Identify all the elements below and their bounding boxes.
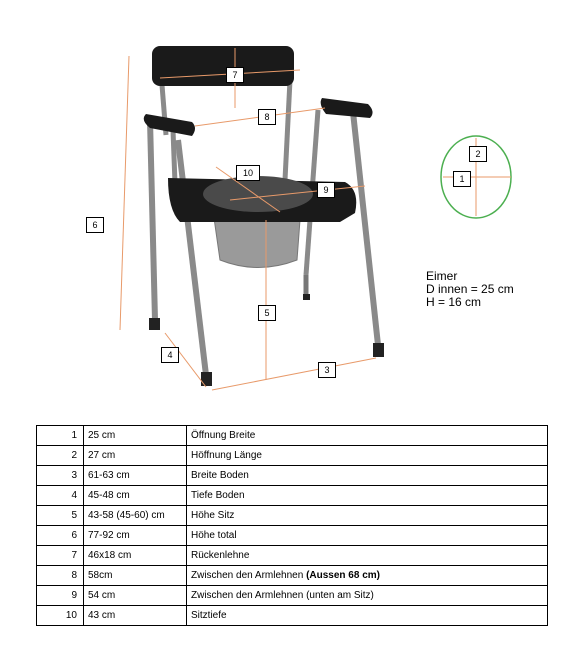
row-number: 1 — [37, 426, 84, 446]
row-description — [187, 486, 548, 506]
label-7: 7 — [226, 67, 244, 83]
leg-foot — [373, 343, 384, 357]
row-value: 54 cm — [84, 586, 187, 606]
table-row — [37, 586, 548, 606]
table-row — [37, 506, 548, 526]
label-10: 10 — [236, 165, 260, 181]
seat-opening — [203, 176, 313, 212]
label-4: 4 — [161, 347, 179, 363]
row-value: 25 cm — [84, 426, 187, 446]
label-9: 9 — [317, 182, 335, 198]
row-description-text: Zwischen den Armlehnen — [191, 569, 307, 581]
table-row — [37, 446, 548, 466]
row-value: 77-92 cm — [84, 526, 187, 546]
armrest-right — [321, 98, 373, 118]
bucket-info — [426, 270, 514, 309]
row-description — [187, 426, 548, 446]
row-number: 2 — [37, 446, 84, 466]
table-row — [37, 466, 548, 486]
row-number: 7 — [37, 546, 84, 566]
row-value: 45-48 cm — [84, 486, 187, 506]
row-description — [187, 586, 548, 606]
row-value: 58cm — [84, 566, 187, 586]
table-row — [37, 486, 548, 506]
label-3: 3 — [318, 362, 336, 378]
bucket-height: H = 16 cm — [426, 295, 482, 309]
row-description-text: Breite Boden — [191, 469, 249, 481]
bucket-title: Eimer — [426, 269, 458, 283]
row-number: 9 — [37, 586, 84, 606]
label-6: 6 — [86, 217, 104, 233]
leg-foot — [201, 372, 212, 386]
row-emphasis: (Aussen 68 cm) — [306, 569, 380, 581]
label-8: 8 — [258, 109, 276, 125]
chair-leg — [178, 140, 206, 375]
row-description — [187, 466, 548, 486]
row-description-text: Höhe Sitz — [191, 509, 235, 521]
row-number: 4 — [37, 486, 84, 506]
leg-foot — [303, 294, 310, 300]
row-value: 46x18 cm — [84, 546, 187, 566]
row-value: 43 cm — [84, 606, 187, 626]
row-value: 27 cm — [84, 446, 187, 466]
bucket-diameter: D innen = 25 cm — [426, 282, 514, 296]
row-description-text: Sitztiefe — [191, 609, 227, 621]
row-number: 3 — [37, 466, 84, 486]
table-row — [37, 566, 548, 586]
row-description — [187, 566, 548, 586]
chair-leg — [353, 112, 378, 345]
leg-foot — [149, 318, 160, 330]
row-description-text: Zwischen den Armlehnen (unten am Sitz) — [191, 589, 374, 601]
row-description-text: Tiefe Boden — [191, 489, 245, 501]
row-description — [187, 606, 548, 626]
backrest — [152, 46, 294, 86]
back-post — [285, 80, 290, 180]
label-5: 5 — [258, 305, 276, 321]
table-row — [37, 526, 548, 546]
row-value: 61-63 cm — [84, 466, 187, 486]
row-number: 8 — [37, 566, 84, 586]
chair-leg — [150, 120, 155, 320]
row-description — [187, 546, 548, 566]
row-description-text: Öffnung Breite — [191, 429, 256, 441]
row-description-text: Rückenlehne — [191, 549, 250, 561]
row-value: 43-58 (45-60) cm — [84, 506, 187, 526]
row-number: 6 — [37, 526, 84, 546]
row-description-text: Höhe total — [191, 529, 237, 541]
dimensions-table — [36, 425, 548, 626]
row-description — [187, 446, 548, 466]
row-description — [187, 506, 548, 526]
row-number: 5 — [37, 506, 84, 526]
row-number: 10 — [37, 606, 84, 626]
label-2: 2 — [469, 146, 487, 162]
table-row — [37, 426, 548, 446]
table-row — [37, 546, 548, 566]
row-description-text: Höffnung Länge — [191, 449, 262, 461]
label-1: 1 — [453, 171, 471, 187]
bucket — [214, 218, 300, 268]
table-row — [37, 606, 548, 626]
row-description — [187, 526, 548, 546]
